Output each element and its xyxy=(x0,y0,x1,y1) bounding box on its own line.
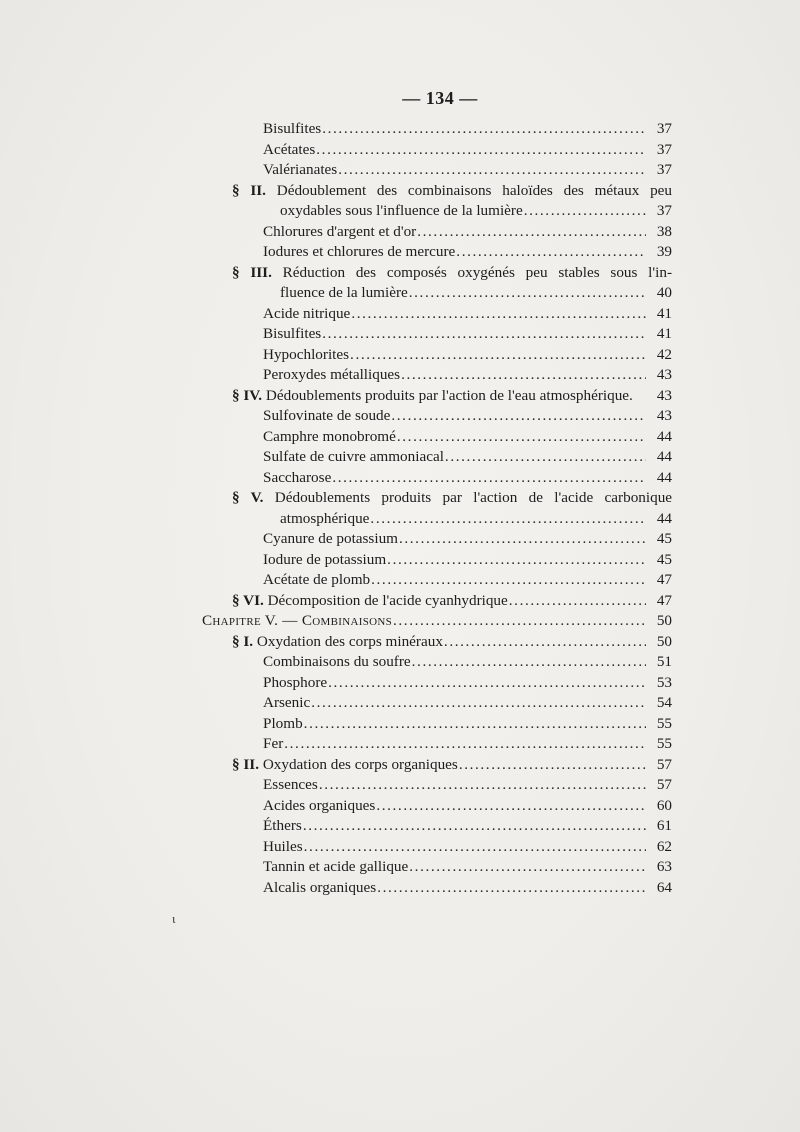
toc-entry-row xyxy=(263,119,672,140)
toc-entry-row xyxy=(263,714,672,735)
toc-subentry xyxy=(0,242,800,263)
toc-page-number: 41 xyxy=(656,304,672,322)
toc-subentry xyxy=(0,140,800,161)
toc-entry-text: Plomb xyxy=(263,714,303,732)
toc-entry-row xyxy=(263,365,672,386)
dot-leader xyxy=(371,570,646,591)
toc-page-number: 64 xyxy=(656,878,672,896)
toc-page-number: 55 xyxy=(656,735,672,752)
toc-entry-label xyxy=(263,242,455,263)
page-number: — 134 — xyxy=(402,88,478,108)
toc-section-number: § II. xyxy=(232,181,266,199)
toc-entry-label xyxy=(263,857,408,878)
dot-leader xyxy=(304,837,646,858)
toc-entry-row xyxy=(263,550,672,571)
dot-leader xyxy=(376,796,646,817)
toc-page-number: 42 xyxy=(656,345,672,363)
toc-entry-row xyxy=(263,878,672,899)
toc-subentry xyxy=(0,222,800,243)
toc-entry-label xyxy=(263,304,350,325)
toc-entry-label xyxy=(263,652,411,673)
toc-entry-text: Décomposition de l'acide cyanhydrique xyxy=(267,591,508,609)
toc-page-number: 37 xyxy=(656,161,672,178)
toc-page-number: 47 xyxy=(656,571,672,588)
dot-leader xyxy=(393,611,646,632)
dot-leader xyxy=(399,529,646,550)
toc-entry-text: Bisulfites xyxy=(263,325,322,342)
toc-entry-label xyxy=(263,570,370,591)
toc-chapter-entry xyxy=(0,611,800,632)
toc-page-number: 38 xyxy=(656,222,672,240)
toc-subentry xyxy=(0,119,800,140)
toc-entry-row xyxy=(263,345,672,366)
dot-leader xyxy=(445,447,646,468)
dot-leader xyxy=(328,673,646,694)
toc-entry-text: Peroxydes métalliques xyxy=(263,366,401,383)
toc-page-number: 44 xyxy=(656,509,672,527)
toc-page-number: 57 xyxy=(656,776,672,793)
toc-page-number: 62 xyxy=(656,837,672,855)
toc-entry-text: Cyanure de potassium xyxy=(263,530,398,547)
toc-entry-row xyxy=(202,611,672,632)
toc-subentry xyxy=(0,673,800,694)
toc-page-number: 44 xyxy=(656,448,672,465)
toc-page-number: 43 xyxy=(656,386,672,404)
toc-entry-text: Combinaisons du soufre xyxy=(263,653,411,670)
toc-entry-row xyxy=(263,324,672,345)
toc-entry-label xyxy=(263,365,400,386)
toc-entry-first-text: Réduction des composés oxygénés peu stables sous l'in- xyxy=(282,263,673,281)
toc-entry-text: Huiles xyxy=(263,837,303,855)
toc-page-number: 37 xyxy=(656,140,672,158)
toc-entry-text: Chlorures d'argent et d'or xyxy=(263,222,417,240)
toc-entry-text: Iodures et chlorures de mercure xyxy=(263,243,456,260)
dot-leader xyxy=(322,324,646,345)
toc-entry-text: Saccharose xyxy=(263,468,332,486)
toc-page-number: 45 xyxy=(656,550,672,568)
toc-entry-label xyxy=(280,283,408,304)
toc-page-number: 55 xyxy=(656,714,672,732)
dot-leader xyxy=(456,242,646,263)
dot-leader xyxy=(444,632,646,653)
toc-entry-row xyxy=(263,816,672,837)
toc-entry-text: atmosphérique xyxy=(280,509,370,527)
toc-subentry xyxy=(0,447,800,468)
toc-entry-text: Phosphore xyxy=(263,673,328,691)
dot-leader xyxy=(397,427,646,448)
toc-entry-text: Oxydation des corps organiques xyxy=(262,755,458,773)
dot-leader xyxy=(391,406,646,427)
toc-entry-label xyxy=(263,734,283,755)
toc-entry-text: Dédoublements produits par l'action de l'eau atmosphérique. xyxy=(265,386,633,404)
toc-page-number: 61 xyxy=(656,817,672,834)
toc-entry-label xyxy=(232,591,508,612)
toc-entry-label xyxy=(263,550,386,571)
dot-leader xyxy=(351,304,646,325)
toc-entry-row xyxy=(263,222,672,243)
toc-entry-label xyxy=(263,693,310,714)
toc-subentry xyxy=(0,570,800,591)
toc-entry-label xyxy=(263,714,303,735)
toc-entry-label xyxy=(263,406,390,427)
dot-leader xyxy=(311,693,646,714)
toc-entry-label xyxy=(263,447,444,468)
dot-leader xyxy=(350,345,646,366)
toc-entry-row xyxy=(280,201,672,222)
dot-leader xyxy=(459,755,646,776)
toc-subentry xyxy=(0,529,800,550)
dot-leader xyxy=(417,222,646,243)
toc-entry-label xyxy=(263,140,315,161)
toc-entry-row xyxy=(263,160,672,181)
toc-page-number: 53 xyxy=(656,673,672,691)
toc-subentry xyxy=(0,878,800,899)
toc-entry-text: Hypochlorites xyxy=(263,345,350,363)
toc-page-number: 37 xyxy=(656,202,672,219)
toc-page-number: 57 xyxy=(656,755,672,773)
toc-section-entry xyxy=(0,755,800,776)
toc-page-number: 50 xyxy=(656,612,672,629)
toc-entry-label xyxy=(263,222,416,243)
toc-subentry xyxy=(0,714,800,735)
toc-subentry xyxy=(0,734,800,755)
toc-entry-label xyxy=(263,119,321,140)
dot-leader xyxy=(319,775,646,796)
toc-entry-row xyxy=(232,386,672,407)
toc-entry-row xyxy=(263,673,672,694)
toc-entry-first-line xyxy=(232,263,672,284)
toc-subentry xyxy=(0,550,800,571)
toc-entry-label xyxy=(280,509,369,530)
toc-entry-row xyxy=(263,140,672,161)
toc-page-number: 45 xyxy=(656,530,672,547)
toc-entry-text: Alcalis organiques xyxy=(263,878,377,896)
toc-entry-row xyxy=(232,755,672,776)
toc-entry-text: Bisulfites xyxy=(263,120,322,137)
toc-subentry xyxy=(0,693,800,714)
toc-section-number: § V. xyxy=(232,489,264,506)
toc-entry-text: Acides organiques xyxy=(263,796,376,814)
toc-entry-label xyxy=(263,816,302,837)
toc-entry-text: Essences xyxy=(263,776,318,793)
dot-leader xyxy=(409,283,646,304)
toc-entry-text: Valérianates xyxy=(263,161,338,178)
toc-entry-label xyxy=(263,529,398,550)
toc-entry-first-line xyxy=(232,181,672,202)
toc-page-number: 44 xyxy=(656,427,672,445)
toc-entry-text: Arsenic xyxy=(263,694,311,711)
dot-leader xyxy=(509,591,646,612)
toc-page-number: 40 xyxy=(656,284,672,301)
toc-entry-text: Acétate de plomb xyxy=(263,571,371,588)
toc-entry-row xyxy=(232,591,672,612)
dot-leader xyxy=(409,857,646,878)
toc-entry-text: oxydables sous l'influence de la lumière xyxy=(280,202,523,219)
stray-ink-mark: ι xyxy=(172,911,176,926)
toc-entry-label xyxy=(263,345,349,366)
toc-entry-text: Fer xyxy=(263,735,284,752)
toc-section-entry xyxy=(0,488,800,529)
toc-entry-text: Iodure de potassium xyxy=(263,550,387,568)
toc-page-number: 43 xyxy=(656,407,672,424)
toc-entry-text: fluence de la lumière xyxy=(280,284,408,301)
toc-entry-label xyxy=(280,201,523,222)
toc-entry-row xyxy=(263,242,672,263)
toc-section-entry xyxy=(0,181,800,222)
toc-entry-text: Chapitre V. — Combinaisons xyxy=(202,612,393,629)
toc-subentry xyxy=(0,406,800,427)
toc-subentry xyxy=(0,304,800,325)
toc-entry-row xyxy=(263,652,672,673)
table-of-contents xyxy=(0,119,800,898)
toc-section-number: § III. xyxy=(232,263,272,281)
toc-section-number: § VI. xyxy=(232,591,264,609)
toc-entry-text: Acide nitrique xyxy=(263,304,351,322)
toc-entry-row xyxy=(280,509,672,530)
toc-entry-row xyxy=(263,427,672,448)
toc-subentry xyxy=(0,324,800,345)
toc-section-number: § IV. xyxy=(232,386,263,404)
toc-page-number: 54 xyxy=(656,694,672,711)
toc-entry-label xyxy=(263,878,376,899)
toc-entry-row xyxy=(263,693,672,714)
toc-page-number: 51 xyxy=(656,653,672,670)
toc-subentry xyxy=(0,652,800,673)
dot-leader xyxy=(412,652,646,673)
toc-subentry xyxy=(0,365,800,386)
dot-leader xyxy=(303,816,646,837)
toc-entry-text: Sulfovinate de soude xyxy=(263,407,391,424)
toc-entry-first-text: Dédoublements produits par l'action de l'acide carbonique xyxy=(274,489,673,506)
toc-entry-row xyxy=(263,837,672,858)
toc-page-number: 60 xyxy=(656,796,672,814)
toc-section-entry xyxy=(0,263,800,304)
toc-subentry xyxy=(0,468,800,489)
toc-entry-row xyxy=(263,447,672,468)
toc-entry-label xyxy=(263,468,331,489)
toc-entry-label xyxy=(232,632,443,653)
toc-subentry xyxy=(0,796,800,817)
dot-leader xyxy=(284,734,646,755)
toc-entry-text: Oxydation des corps minéraux xyxy=(256,632,443,650)
toc-entry-row xyxy=(263,775,672,796)
dot-leader xyxy=(370,509,646,530)
toc-page-number: 47 xyxy=(656,591,672,609)
toc-subentry xyxy=(0,427,800,448)
toc-entry-row xyxy=(280,283,672,304)
toc-entry-row xyxy=(263,570,672,591)
toc-entry-row xyxy=(263,468,672,489)
toc-subentry xyxy=(0,837,800,858)
toc-subentry xyxy=(0,345,800,366)
toc-entry-text: Camphre monobromé xyxy=(263,427,396,445)
toc-subentry xyxy=(0,857,800,878)
toc-page-number: 37 xyxy=(656,120,672,137)
toc-entry-label xyxy=(263,427,396,448)
dot-leader xyxy=(316,140,646,161)
toc-page-number: 39 xyxy=(656,243,672,260)
toc-entry-label xyxy=(263,775,318,796)
toc-entry-label xyxy=(263,796,375,817)
toc-subentry xyxy=(0,160,800,181)
toc-entry-first-text: Dédoublement des combinaisons haloïdes des métaux peu xyxy=(276,181,673,199)
toc-subentry xyxy=(0,775,800,796)
dot-leader xyxy=(322,119,646,140)
toc-entry-text: Sulfate de cuivre ammoniacal xyxy=(263,448,444,465)
toc-subentry xyxy=(0,816,800,837)
toc-page-number: 43 xyxy=(656,366,672,383)
toc-entry-label xyxy=(263,673,327,694)
toc-entry-label xyxy=(202,611,392,632)
toc-section-number: § I. xyxy=(232,632,254,650)
toc-entry-first-line xyxy=(232,488,672,509)
toc-page-number: 44 xyxy=(656,468,672,486)
toc-entry-label xyxy=(263,160,337,181)
dot-leader xyxy=(401,365,646,386)
toc-entry-row xyxy=(263,734,672,755)
toc-page-number: 41 xyxy=(656,325,672,342)
toc-entry-text: Éthers xyxy=(263,817,302,834)
dot-leader xyxy=(377,878,646,899)
toc-section-entry xyxy=(0,591,800,612)
dot-leader xyxy=(524,201,646,222)
dot-leader xyxy=(338,160,646,181)
toc-entry-row xyxy=(263,796,672,817)
toc-entry-row xyxy=(263,304,672,325)
toc-entry-label xyxy=(263,837,303,858)
dot-leader xyxy=(332,468,646,489)
toc-page-number: 50 xyxy=(656,632,672,650)
toc-entry-label xyxy=(263,324,321,345)
toc-entry-row xyxy=(263,529,672,550)
toc-entry-text: Tannin et acide gallique xyxy=(263,858,409,875)
toc-section-entry xyxy=(0,632,800,653)
dot-leader xyxy=(387,550,646,571)
toc-page-number: 63 xyxy=(656,858,672,875)
toc-entry-row xyxy=(263,857,672,878)
toc-section-entry xyxy=(0,386,800,407)
toc-entry-label xyxy=(232,755,458,776)
toc-entry-text: Acétates xyxy=(263,140,316,158)
dot-leader xyxy=(304,714,646,735)
toc-entry-row xyxy=(232,632,672,653)
toc-section-number: § II. xyxy=(232,755,260,773)
toc-entry-label xyxy=(232,386,633,407)
toc-entry-row xyxy=(263,406,672,427)
